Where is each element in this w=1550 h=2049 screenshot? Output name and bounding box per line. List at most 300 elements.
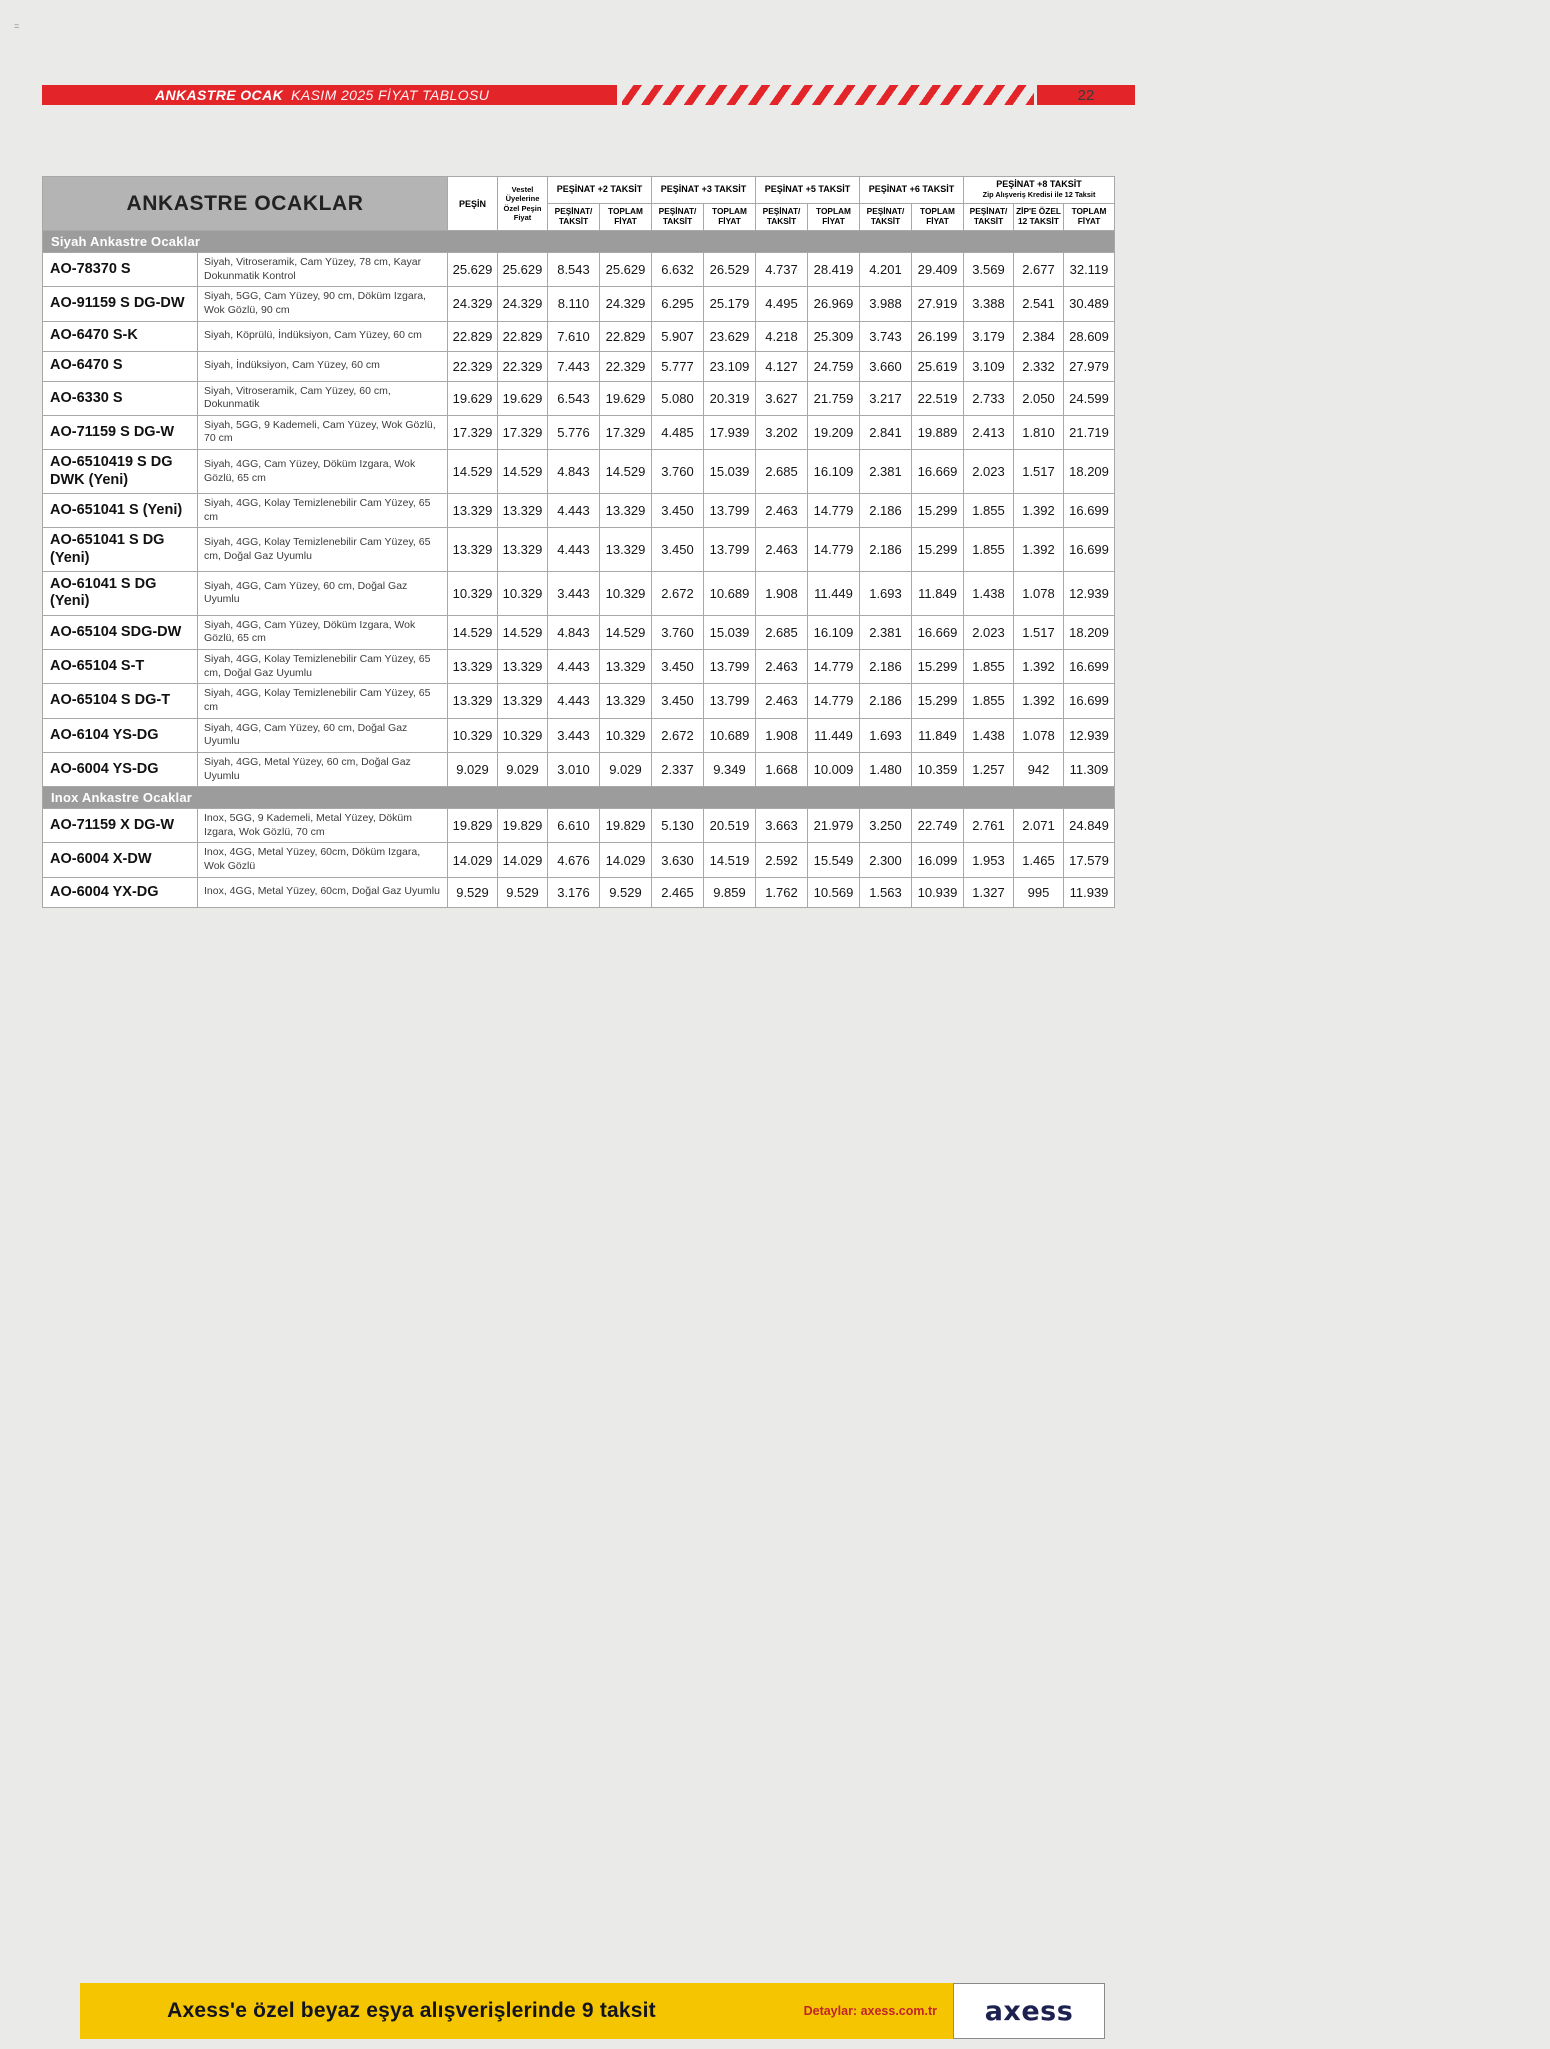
price-cell: 19.829 [448,809,498,843]
price-cell: 10.009 [808,752,860,786]
col-group-header-4 [964,177,1115,204]
price-cell: 15.299 [912,493,964,527]
col-subheader: PEŞİNAT/ TAKSİT [964,204,1014,231]
price-cell: 2.381 [860,615,912,649]
page-header [42,85,1135,105]
model-cell: AO-71159 S DG-W [43,415,198,449]
price-cell: 4.485 [652,415,704,449]
price-cell: 18.209 [1064,615,1115,649]
price-cell: 25.629 [498,253,548,287]
price-cell: 2.463 [756,528,808,572]
price-cell: 2.186 [860,528,912,572]
price-cell: 14.029 [600,843,652,877]
price-cell: 1.257 [964,752,1014,786]
price-cell: 19.629 [448,381,498,415]
price-cell: 1.480 [860,752,912,786]
model-cell: AO-6004 X-DW [43,843,198,877]
price-cell: 4.443 [548,650,600,684]
price-cell: 11.449 [808,718,860,752]
description-cell: Inox, 5GG, 9 Kademeli, Metal Yüzey, Döküm Izgara, Wok Gözlü, 70 cm [198,809,448,843]
price-cell: 2.023 [964,450,1014,494]
col-subheader: TOPLAM FİYAT [704,204,756,231]
price-cell: 942 [1014,752,1064,786]
price-cell: 24.759 [808,351,860,381]
price-cell: 1.438 [964,571,1014,615]
price-cell: 14.529 [498,450,548,494]
price-cell: 23.629 [704,321,756,351]
price-cell: 14.519 [704,843,756,877]
description-cell: Siyah, 4GG, Metal Yüzey, 60 cm, Doğal Gaz Uyumlu [198,752,448,786]
price-cell: 1.762 [756,877,808,907]
col-subheader: TOPLAM FİYAT [808,204,860,231]
description-cell: Siyah, 4GG, Cam Yüzey, 60 cm, Doğal Gaz Uyumlu [198,571,448,615]
price-cell: 13.329 [498,528,548,572]
price-cell: 15.299 [912,650,964,684]
price-cell: 10.569 [808,877,860,907]
price-cell: 10.329 [448,571,498,615]
table-body [43,231,1115,908]
banner-headline: Axess'e özel beyaz eşya alışverişlerinde 9 taksit [167,1999,656,2022]
price-cell: 22.329 [600,351,652,381]
price-cell: 14.779 [808,684,860,718]
price-cell: 3.627 [756,381,808,415]
price-cell: 1.392 [1014,650,1064,684]
price-cell: 11.449 [808,571,860,615]
price-cell: 1.693 [860,571,912,615]
model-cell: AO-65104 S DG-T [43,684,198,718]
price-cell: 13.329 [498,684,548,718]
model-cell: AO-6470 S-K [43,321,198,351]
price-cell: 21.719 [1064,415,1115,449]
price-cell: 17.329 [448,415,498,449]
price-cell: 1.078 [1014,718,1064,752]
product-row [43,718,1115,752]
price-cell: 4.443 [548,493,600,527]
price-cell: 1.953 [964,843,1014,877]
model-cell: AO-71159 X DG-W [43,809,198,843]
price-cell: 13.329 [448,528,498,572]
product-row [43,415,1115,449]
price-cell: 14.529 [600,615,652,649]
description-cell: Siyah, 4GG, Cam Yüzey, Döküm Izgara, Wok Gözlü, 65 cm [198,450,448,494]
price-cell: 17.329 [600,415,652,449]
product-row [43,253,1115,287]
col-subheader: TOPLAM FİYAT [912,204,964,231]
price-cell: 14.529 [498,615,548,649]
price-cell: 2.672 [652,718,704,752]
product-row [43,571,1115,615]
price-cell: 17.329 [498,415,548,449]
description-cell: Siyah, 4GG, Kolay Temizlenebilir Cam Yüzey, 65 cm, Doğal Gaz Uyumlu [198,528,448,572]
price-cell: 3.450 [652,528,704,572]
group-sublabel: Zip Alışveriş Kredisi ile 12 Taksit [982,190,1096,200]
price-cell: 26.529 [704,253,756,287]
price-cell: 26.969 [808,287,860,321]
price-cell: 2.071 [1014,809,1064,843]
price-cell: 995 [1014,877,1064,907]
price-cell: 10.359 [912,752,964,786]
product-row [43,321,1115,351]
price-cell: 13.329 [448,493,498,527]
price-cell: 4.495 [756,287,808,321]
price-cell: 22.329 [498,351,548,381]
page-number-block [1037,85,1135,105]
model-cell: AO-6104 YS-DG [43,718,198,752]
price-cell: 4.843 [548,450,600,494]
price-cell: 1.438 [964,718,1014,752]
price-cell: 4.737 [756,253,808,287]
price-cell: 15.299 [912,528,964,572]
header-title-rest: KASIM 2025 FİYAT TABLOSU [291,87,490,103]
price-cell: 22.519 [912,381,964,415]
price-cell: 13.329 [448,650,498,684]
description-cell: Siyah, 4GG, Kolay Temizlenebilir Cam Yüzey, 65 cm [198,684,448,718]
price-cell: 5.130 [652,809,704,843]
model-cell: AO-78370 S [43,253,198,287]
price-cell: 28.609 [1064,321,1115,351]
model-cell: AO-651041 S (Yeni) [43,493,198,527]
price-cell: 3.010 [548,752,600,786]
price-cell: 3.450 [652,650,704,684]
section-header: Siyah Ankastre Ocaklar [43,231,1115,253]
price-cell: 2.685 [756,450,808,494]
model-cell: AO-65104 SDG-DW [43,615,198,649]
price-cell: 1.855 [964,650,1014,684]
col-header-vestel: Vestel Üyelerine Özel Peşin Fiyat [498,177,548,231]
price-cell: 14.529 [600,450,652,494]
model-cell: AO-65104 S-T [43,650,198,684]
price-cell: 20.519 [704,809,756,843]
description-cell: Siyah, 4GG, Cam Yüzey, Döküm Izgara, Wok Gözlü, 65 cm [198,615,448,649]
price-cell: 1.327 [964,877,1014,907]
price-cell: 13.329 [498,493,548,527]
description-cell: Siyah, Köprülü, İndüksiyon, Cam Yüzey, 60 cm [198,321,448,351]
description-cell: Siyah, 4GG, Kolay Temizlenebilir Cam Yüzey, 65 cm, Doğal Gaz Uyumlu [198,650,448,684]
price-cell: 19.829 [498,809,548,843]
price-cell: 29.409 [912,253,964,287]
product-row [43,650,1115,684]
price-cell: 21.979 [808,809,860,843]
price-cell: 14.779 [808,650,860,684]
price-cell: 25.629 [600,253,652,287]
price-cell: 22.749 [912,809,964,843]
price-cell: 2.761 [964,809,1014,843]
price-cell: 2.463 [756,493,808,527]
product-row [43,528,1115,572]
banner-details-link[interactable]: Detaylar: axess.com.tr [803,2004,937,2018]
price-cell: 1.908 [756,718,808,752]
price-cell: 1.855 [964,528,1014,572]
price-cell: 4.443 [548,528,600,572]
price-cell: 16.699 [1064,650,1115,684]
price-cell: 3.743 [860,321,912,351]
price-cell: 2.023 [964,615,1014,649]
price-cell: 2.463 [756,650,808,684]
price-cell: 2.463 [756,684,808,718]
model-cell: AO-6330 S [43,381,198,415]
price-cell: 1.563 [860,877,912,907]
price-cell: 11.309 [1064,752,1115,786]
price-cell: 22.829 [600,321,652,351]
price-cell: 1.392 [1014,493,1064,527]
price-cell: 19.889 [912,415,964,449]
product-row [43,351,1115,381]
model-cell: AO-6004 YS-DG [43,752,198,786]
price-cell: 10.329 [498,718,548,752]
product-row [43,752,1115,786]
price-cell: 1.693 [860,718,912,752]
diagonal-stripes-decoration [622,85,1034,105]
price-cell: 13.799 [704,493,756,527]
price-cell: 7.610 [548,321,600,351]
price-cell: 2.300 [860,843,912,877]
price-cell: 6.632 [652,253,704,287]
header-title-bar [42,85,617,105]
price-cell: 3.388 [964,287,1014,321]
price-cell: 3.176 [548,877,600,907]
price-cell: 15.299 [912,684,964,718]
price-cell: 11.849 [912,718,964,752]
price-cell: 3.450 [652,493,704,527]
product-row [43,381,1115,415]
group-label: PEŞİNAT +8 TAKSİT [996,179,1082,190]
price-cell: 2.685 [756,615,808,649]
price-cell: 1.517 [1014,615,1064,649]
price-table [42,176,1115,908]
price-cell: 24.849 [1064,809,1115,843]
description-cell: Inox, 4GG, Metal Yüzey, 60cm, Doğal Gaz Uyumlu [198,877,448,907]
price-cell: 14.529 [448,615,498,649]
price-cell: 2.381 [860,450,912,494]
price-cell: 22.829 [498,321,548,351]
price-cell: 2.541 [1014,287,1064,321]
price-cell: 2.186 [860,684,912,718]
price-cell: 3.760 [652,450,704,494]
price-cell: 10.329 [600,571,652,615]
price-cell: 2.733 [964,381,1014,415]
description-cell: Siyah, 5GG, Cam Yüzey, 90 cm, Döküm Izgara, Wok Gözlü, 90 cm [198,287,448,321]
price-cell: 8.110 [548,287,600,321]
price-cell: 5.907 [652,321,704,351]
price-cell: 2.592 [756,843,808,877]
product-row [43,450,1115,494]
price-cell: 6.295 [652,287,704,321]
price-cell: 1.908 [756,571,808,615]
price-cell: 2.465 [652,877,704,907]
price-cell: 12.939 [1064,718,1115,752]
price-cell: 10.329 [600,718,652,752]
col-group-header-3 [860,177,964,204]
product-row [43,877,1115,907]
price-cell: 16.109 [808,450,860,494]
price-cell: 14.779 [808,493,860,527]
page-number: 22 [1077,86,1095,104]
model-cell: AO-6470 S [43,351,198,381]
price-cell: 19.629 [600,381,652,415]
group-label: PEŞİNAT +5 TAKSİT [764,184,851,195]
description-cell: Siyah, İndüksiyon, Cam Yüzey, 60 cm [198,351,448,381]
price-cell: 4.843 [548,615,600,649]
price-cell: 16.699 [1064,528,1115,572]
price-cell: 2.672 [652,571,704,615]
table-header [43,177,1115,231]
price-cell: 2.413 [964,415,1014,449]
price-cell: 3.630 [652,843,704,877]
model-cell: AO-651041 S DG (Yeni) [43,528,198,572]
axess-logo-box [953,1983,1105,2039]
price-cell: 24.329 [448,287,498,321]
col-subheader: TOPLAM FİYAT [600,204,652,231]
footer-banner [80,1983,1105,2039]
price-cell: 16.099 [912,843,964,877]
col-group-header-0 [548,177,652,204]
price-cell: 1.465 [1014,843,1064,877]
col-subheader: ZİP'E ÖZEL 12 TAKSİT [1014,204,1064,231]
col-group-header-2 [756,177,860,204]
price-cell: 22.329 [448,351,498,381]
price-cell: 3.179 [964,321,1014,351]
price-cell: 24.599 [1064,381,1115,415]
price-cell: 10.939 [912,877,964,907]
col-header-pesin: PEŞİN [448,177,498,231]
price-cell: 26.199 [912,321,964,351]
price-cell: 13.799 [704,650,756,684]
price-cell: 28.419 [808,253,860,287]
description-cell: Siyah, Vitroseramik, Cam Yüzey, 60 cm, Dokunmatik [198,381,448,415]
price-cell: 3.202 [756,415,808,449]
col-subheader: PEŞİNAT/ TAKSİT [756,204,808,231]
group-label: PEŞİNAT +3 TAKSİT [660,184,747,195]
price-cell: 2.337 [652,752,704,786]
price-cell: 20.319 [704,381,756,415]
description-cell: Siyah, 5GG, 9 Kademeli, Cam Yüzey, Wok Gözlü, 70 cm [198,415,448,449]
price-cell: 18.209 [1064,450,1115,494]
description-cell: Siyah, Vitroseramik, Cam Yüzey, 78 cm, Kayar Dokunmatik Kontrol [198,253,448,287]
price-cell: 1.392 [1014,528,1064,572]
price-cell: 13.329 [600,528,652,572]
price-cell: 1.855 [964,684,1014,718]
price-cell: 3.663 [756,809,808,843]
table-title: ANKASTRE OCAKLAR [43,177,448,231]
price-cell: 13.799 [704,528,756,572]
price-cell: 3.443 [548,718,600,752]
price-cell: 15.039 [704,450,756,494]
price-cell: 5.776 [548,415,600,449]
price-cell: 1.810 [1014,415,1064,449]
col-group-header-1 [652,177,756,204]
price-cell: 16.109 [808,615,860,649]
group-label: PEŞİNAT +2 TAKSİT [556,184,643,195]
price-cell: 2.332 [1014,351,1064,381]
product-row [43,809,1115,843]
price-cell: 2.384 [1014,321,1064,351]
axess-logo: axess [984,1995,1074,2027]
model-cell: AO-6004 YX-DG [43,877,198,907]
price-cell: 10.689 [704,718,756,752]
price-cell: 6.543 [548,381,600,415]
price-cell: 9.529 [448,877,498,907]
price-cell: 25.619 [912,351,964,381]
price-cell: 25.309 [808,321,860,351]
price-cell: 9.529 [498,877,548,907]
price-cell: 13.329 [600,650,652,684]
price-cell: 14.029 [498,843,548,877]
price-cell: 3.569 [964,253,1014,287]
section-header-row [43,787,1115,809]
price-cell: 24.329 [498,287,548,321]
col-subheader: PEŞİNAT/ TAKSİT [860,204,912,231]
price-cell: 9.029 [498,752,548,786]
price-cell: 4.443 [548,684,600,718]
price-cell: 8.543 [548,253,600,287]
price-cell: 16.669 [912,450,964,494]
price-cell: 3.660 [860,351,912,381]
product-row [43,684,1115,718]
price-cell: 1.668 [756,752,808,786]
price-cell: 2.677 [1014,253,1064,287]
price-cell: 5.777 [652,351,704,381]
product-row [43,493,1115,527]
price-cell: 19.629 [498,381,548,415]
price-cell: 9.349 [704,752,756,786]
price-cell: 3.450 [652,684,704,718]
price-cell: 3.988 [860,287,912,321]
price-cell: 3.217 [860,381,912,415]
price-cell: 23.109 [704,351,756,381]
price-cell: 9.029 [600,752,652,786]
price-cell: 2.186 [860,493,912,527]
price-cell: 3.109 [964,351,1014,381]
price-cell: 27.979 [1064,351,1115,381]
price-cell: 30.489 [1064,287,1115,321]
price-cell: 11.939 [1064,877,1115,907]
price-cell: 14.529 [448,450,498,494]
price-cell: 2.186 [860,650,912,684]
group-label: PEŞİNAT +6 TAKSİT [868,184,955,195]
price-cell: 17.939 [704,415,756,449]
price-cell: 25.179 [704,287,756,321]
price-cell: 12.939 [1064,571,1115,615]
price-cell: 11.849 [912,571,964,615]
price-cell: 21.759 [808,381,860,415]
price-cell: 10.329 [448,718,498,752]
header-title-bold: ANKASTRE OCAK [155,87,284,103]
price-cell: 15.549 [808,843,860,877]
model-cell: AO-61041 S DG (Yeni) [43,571,198,615]
price-cell: 16.699 [1064,684,1115,718]
section-header-row [43,231,1115,253]
price-cell: 7.443 [548,351,600,381]
price-cell: 10.329 [498,571,548,615]
model-cell: AO-91159 S DG-DW [43,287,198,321]
price-cell: 1.392 [1014,684,1064,718]
print-registration-mark: = [14,21,19,31]
price-cell: 13.329 [448,684,498,718]
description-cell: Inox, 4GG, Metal Yüzey, 60cm, Döküm Izgara, Wok Gözlü [198,843,448,877]
price-cell: 10.689 [704,571,756,615]
price-cell: 14.779 [808,528,860,572]
price-cell: 19.209 [808,415,860,449]
price-cell: 19.829 [600,809,652,843]
price-cell: 17.579 [1064,843,1115,877]
price-cell: 9.029 [448,752,498,786]
price-cell: 9.529 [600,877,652,907]
description-cell: Siyah, 4GG, Kolay Temizlenebilir Cam Yüzey, 65 cm [198,493,448,527]
price-cell: 3.250 [860,809,912,843]
col-subheader: TOPLAM FİYAT [1064,204,1115,231]
price-cell: 13.329 [600,493,652,527]
price-cell: 1.855 [964,493,1014,527]
